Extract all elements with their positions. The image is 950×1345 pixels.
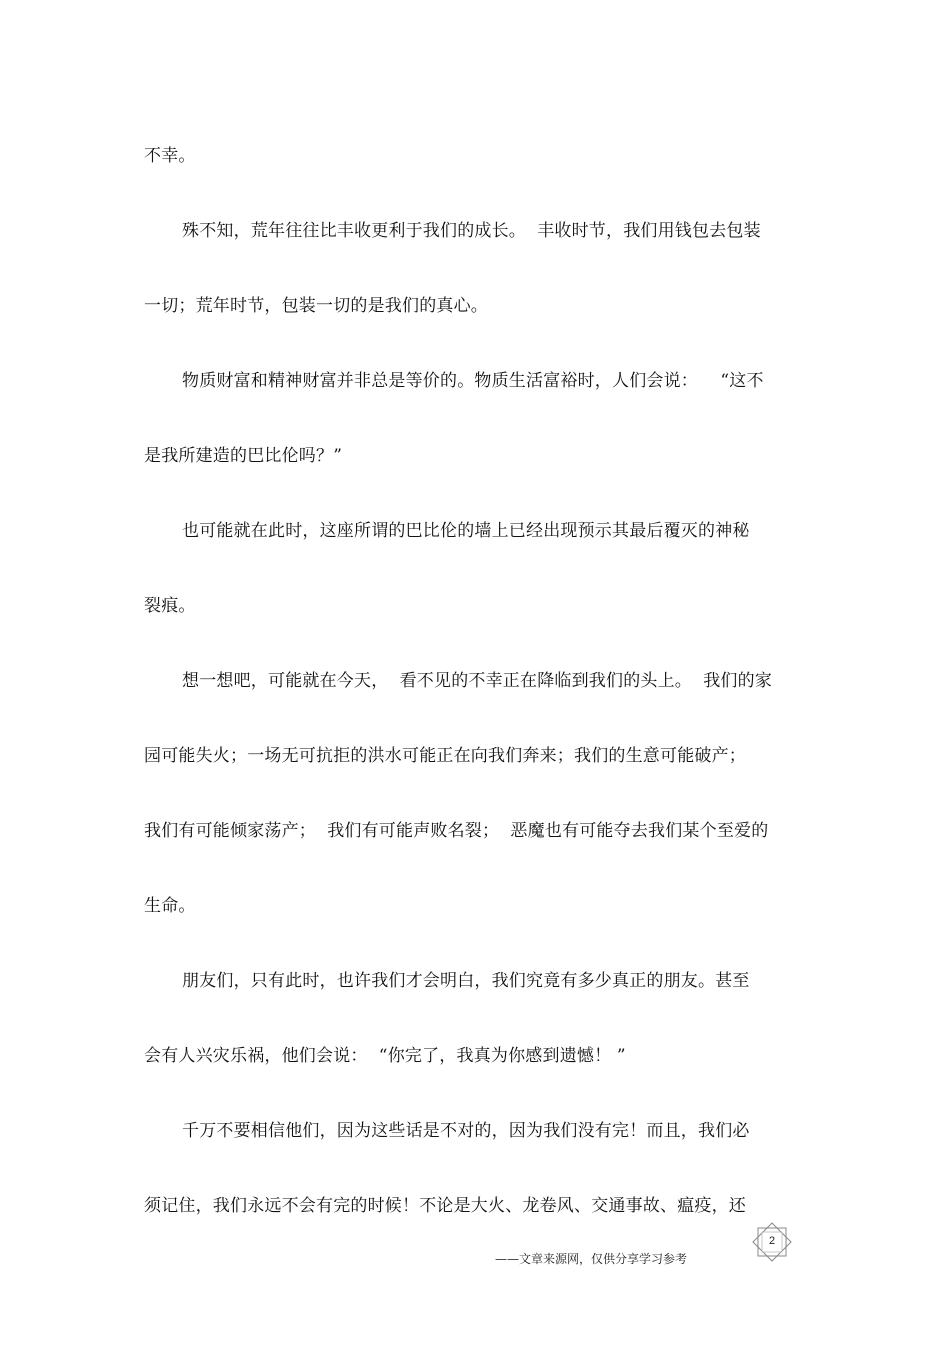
text-line-11: 生命。: [144, 896, 196, 916]
page-number: 2: [768, 1235, 776, 1247]
text-line-15: 须记住，我们永远不会有完的时候！不论是大火、龙卷风、交通事故、瘟疫，还: [144, 1196, 746, 1216]
text-line-5: 是我所建造的巴比伦吗？”: [144, 446, 343, 466]
text-line-8: 想一想吧，可能就在今天， 看不见的不幸正在降临到我们的头上。 我们的家: [182, 671, 773, 691]
text-line-6: 也可能就在此时，这座所谓的巴比伦的墙上已经出现预示其最后覆灭的神秘: [182, 521, 750, 541]
footer-source-note: ——文章来源网，仅供分享学习参考: [495, 1252, 688, 1266]
text-line-12: 朋友们，只有此时，也许我们才会明白，我们究竟有多少真正的朋友。甚至: [182, 971, 750, 991]
text-line-4: 物质财富和精神财富并非总是等价的。物质生活富裕时，人们会说： “这不: [182, 371, 764, 391]
page-number-badge: [748, 1222, 796, 1262]
text-line-9: 园可能失火；一场无可抗拒的洪水可能正在向我们奔来；我们的生意可能破产；: [144, 746, 746, 766]
text-line-7: 裂痕。: [144, 596, 196, 616]
text-line-13: 会有人兴灾乐祸，他们会说： “你完了，我真为你感到遗憾！ ”: [144, 1046, 626, 1066]
text-line-2: 殊不知，荒年往往比丰收更利于我们的成长。 丰收时节，我们用钱包去包装: [182, 221, 761, 241]
text-line-10: 我们有可能倾家荡产； 我们有可能声败名裂； 恶魔也有可能夺去我们某个至爱的: [144, 821, 769, 841]
text-line-3: 一切；荒年时节，包装一切的是我们的真心。: [144, 296, 488, 316]
text-line-1: 不幸。: [144, 146, 196, 166]
text-line-14: 千万不要相信他们，因为这些话是不对的，因为我们没有完！而且，我们必: [182, 1121, 750, 1141]
